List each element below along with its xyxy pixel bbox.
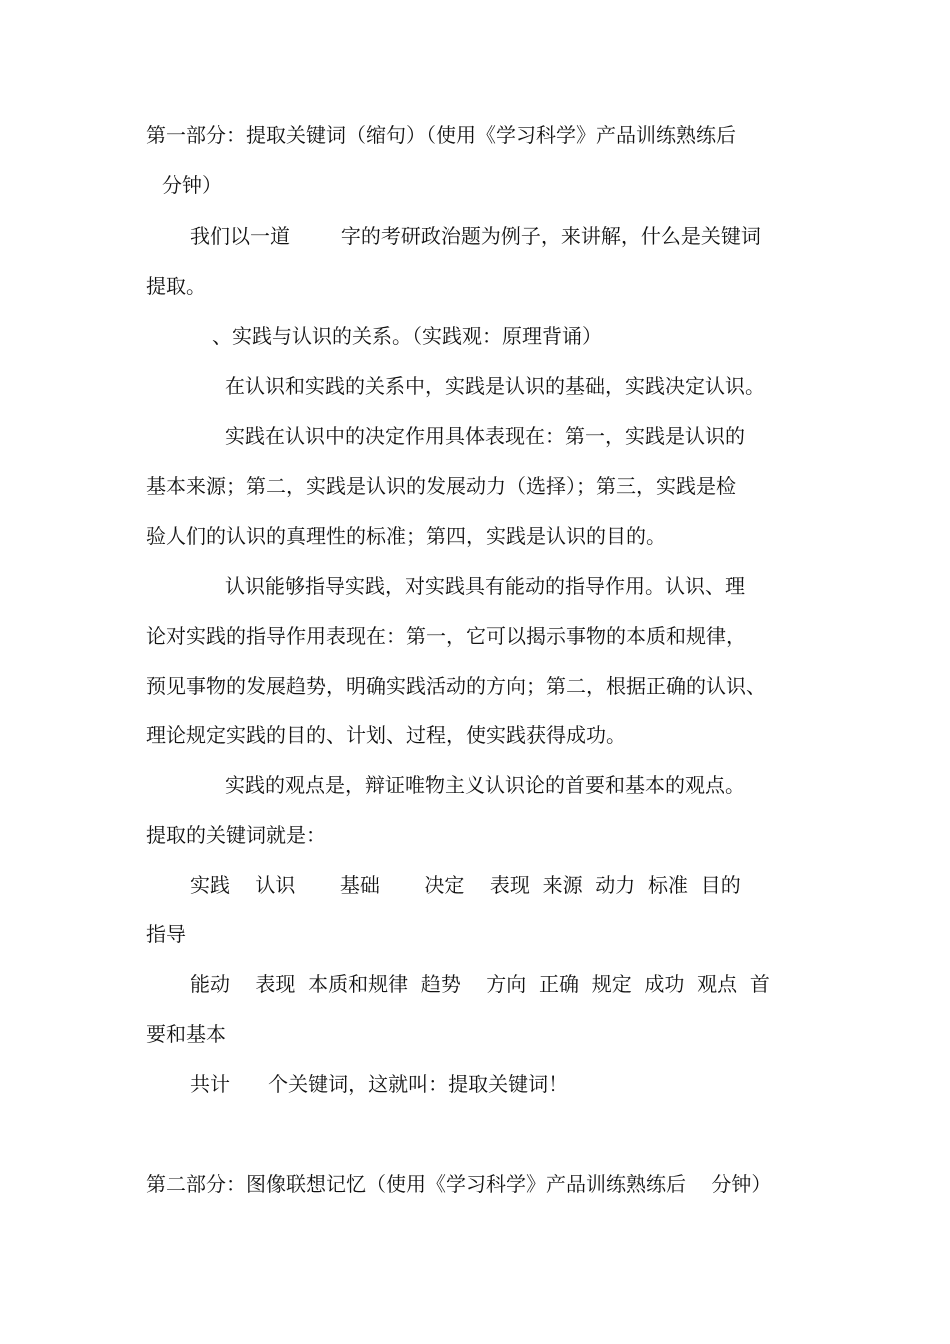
keywords-row: 能动 表现 本质和规律 趋势 方向 正确 规定 成功 观点 首 [190, 972, 770, 996]
paragraph-line: 实践的观点是，辩证唯物主义认识论的首要和基本的观点。 [225, 773, 745, 797]
intro-paragraph: 我们以一道 字的考研政治题为例子，来讲解，什么是关键词 [190, 224, 761, 248]
paragraph-line: 预见事物的发展趋势，明确实践活动的方向；第二，根据正确的认识、 [146, 674, 766, 698]
paragraph-line: 论对实践的指导作用表现在：第一，它可以揭示事物的本质和规律， [146, 624, 746, 648]
part-one-heading: 第一部分：提取关键词（缩句）（使用《学习科学》产品训练熟练后 [146, 123, 736, 147]
keywords-total: 共计 个关键词，这就叫：提取关键词！ [190, 1072, 569, 1096]
part-one-heading-cont: 分钟） [162, 173, 222, 197]
paragraph-line: 认识能够指导实践，对实践具有能动的指导作用。认识、理 [225, 574, 745, 598]
paragraph-line: 理论规定实践的目的、计划、过程，使实践获得成功。 [146, 723, 626, 747]
paragraph-line: 实践在认识中的决定作用具体表现在：第一，实践是认识的 [225, 424, 745, 448]
paragraph-line: 验人们的认识的真理性的标准；第四，实践是认识的目的。 [146, 524, 666, 548]
keywords-row-cont: 指导 [146, 922, 186, 946]
paragraph-line: 在认识和实践的关系中，实践是认识的基础，实践决定认识。 [225, 374, 765, 398]
intro-paragraph-cont: 提取。 [146, 274, 206, 298]
paragraph-line: 基本来源；第二，实践是认识的发展动力（选择）；第三，实践是检 [146, 474, 736, 498]
part-two-heading: 第二部分：图像联想记忆（使用《学习科学》产品训练熟练后 分钟） [146, 1172, 772, 1196]
keywords-row-cont: 要和基本 [146, 1022, 226, 1046]
keywords-intro: 提取的关键词就是： [146, 823, 326, 847]
question-title: 、实践与认识的关系。（实践观：原理背诵） [212, 324, 602, 348]
keywords-row: 实践 认识 基础 决定 表现 来源 动力 标准 目的 [190, 873, 741, 897]
